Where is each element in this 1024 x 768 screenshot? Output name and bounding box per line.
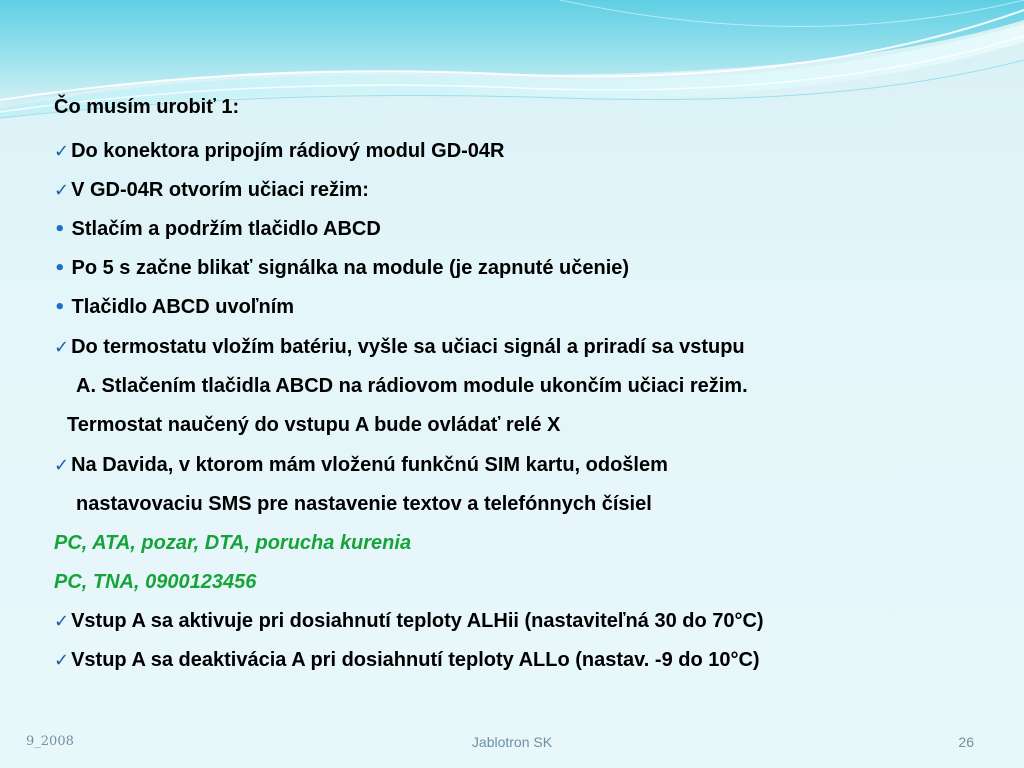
sms-text-example: PC, TNA, 0900123456 <box>54 571 257 593</box>
checked-item <box>54 178 369 203</box>
check-icon: ✓ <box>54 141 70 162</box>
item-text: Do termostatu vložím batériu, vyšle sa učiaci signál a priradí sa vstupu <box>71 336 745 358</box>
bullet-dot-icon: • <box>54 297 66 318</box>
bullet-item <box>54 295 294 320</box>
bullet-item <box>54 217 381 242</box>
bullet-dot-icon: • <box>54 258 66 279</box>
check-icon: ✓ <box>54 611 70 632</box>
continuation-line: nastavovaciu SMS pre nastavenie textov a telefónnych čísiel <box>76 493 652 515</box>
item-text: V GD-04R otvorím učiaci režim: <box>71 179 369 201</box>
item-text: Tlačidlo ABCD uvoľním <box>71 296 295 318</box>
check-icon: ✓ <box>54 650 70 671</box>
checked-item <box>54 648 760 673</box>
item-text: Vstup A sa aktivuje pri dosiahnutí teploty ALHii (nastaviteľná 30 do 70°C) <box>71 610 764 632</box>
continuation-line: A. Stlačením tlačidla ABCD na rádiovom module ukončím učiaci režim. <box>76 375 748 397</box>
item-text: Na Davida, v ktorom mám vloženú funkčnú SIM kartu, odošlem <box>71 454 668 476</box>
check-icon: ✓ <box>54 337 70 358</box>
check-icon: ✓ <box>54 455 70 476</box>
slide-heading: Čo musím urobiť 1: <box>54 96 240 118</box>
checked-item <box>54 609 764 634</box>
bullet-item <box>54 256 629 281</box>
checked-item <box>54 335 745 360</box>
item-text: Do konektora pripojím rádiový modul GD-04R <box>71 140 505 162</box>
item-text: Stlačím a podržím tlačidlo ABCD <box>71 218 381 240</box>
sms-text-example: PC, ATA, pozar, DTA, porucha kurenia <box>54 532 412 554</box>
item-text: Po 5 s začne blikať signálka na module (je zapnuté učenie) <box>71 257 630 279</box>
bullet-dot-icon: • <box>54 219 66 240</box>
checked-item <box>54 453 668 478</box>
checked-item <box>54 139 505 164</box>
footer-company: Jablotron SK <box>471 734 553 750</box>
check-icon: ✓ <box>54 180 70 201</box>
footer-page-number: 26 <box>958 734 974 750</box>
continuation-line: Termostat naučený do vstupu A bude ovládať relé X <box>67 414 561 436</box>
footer-date: 9_2008 <box>26 734 74 749</box>
item-text: Vstup A sa deaktivácia A pri dosiahnutí teploty ALLo (nastav. -9 do 10°C) <box>71 649 760 671</box>
